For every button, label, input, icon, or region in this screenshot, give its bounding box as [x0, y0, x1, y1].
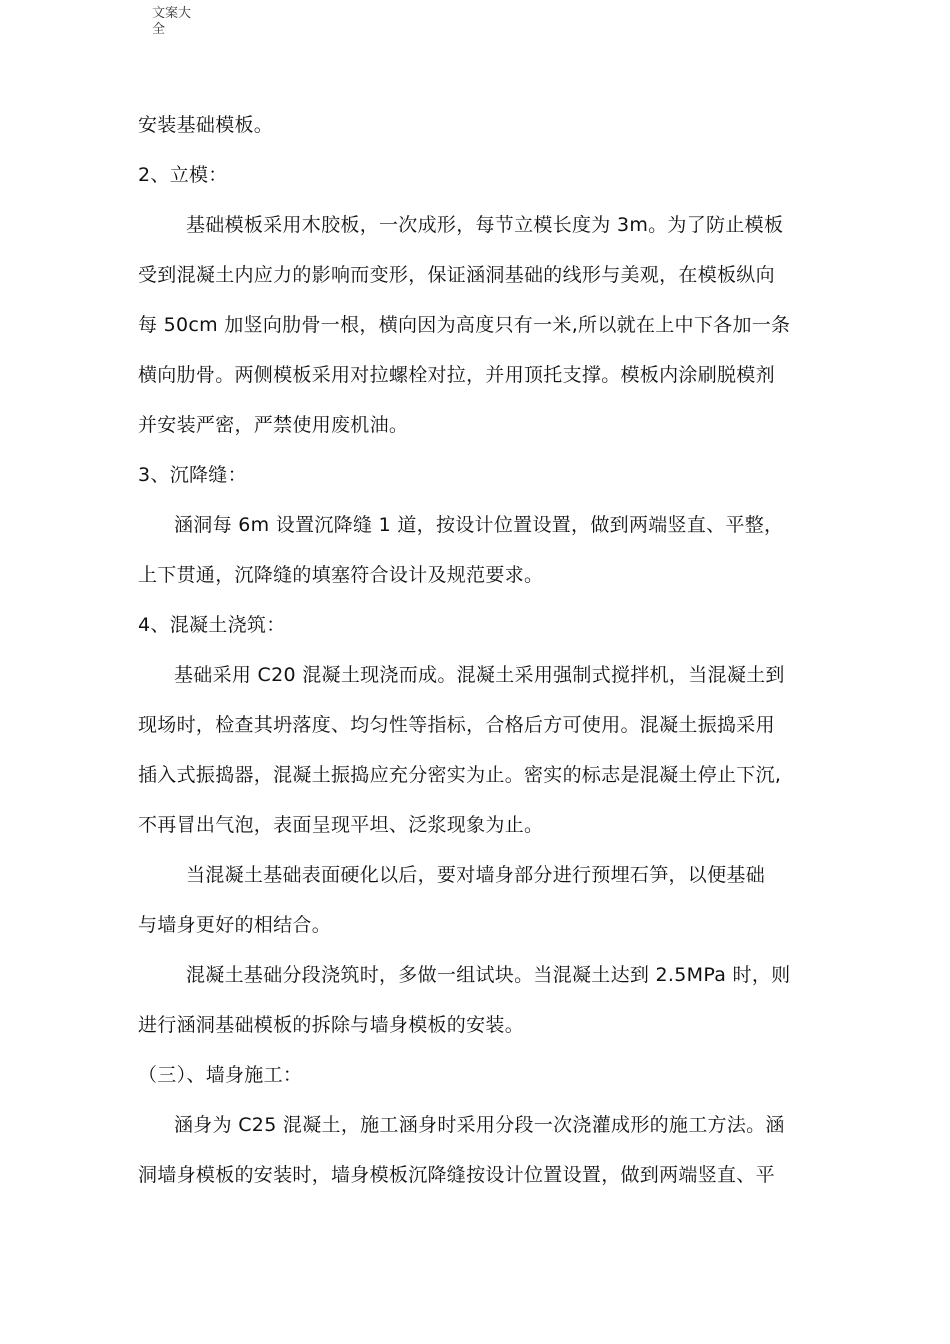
section-heading-wall-construction: （三）、墙身施工： [138, 1064, 303, 1086]
paragraph-line: 洞墙身模板的安装时，墙身模板沉降缝按设计位置设置，做到两端竖直、平 [138, 1164, 775, 1186]
paragraph-line: 当混凝土基础表面硬化以后，要对墙身部分进行预埋石笋，以便基础 [186, 864, 766, 886]
paragraph-line: 受到混凝土内应力的影响而变形，保证涵洞基础的线形与美观，在模板纵向 [138, 264, 775, 286]
page-header-label [152, 6, 212, 38]
paragraph-line: 与墙身更好的相结合。 [138, 914, 332, 936]
section-heading-settlement-joint: 3、沉降缝： [138, 464, 247, 486]
paragraph-line: 每 50cm 加竖向肋骨一根，横向因为高度只有一米,所以就在上中下各加一条 [138, 314, 791, 336]
body-text-line: 安装基础模板。 [138, 114, 274, 136]
header-label-line2: 全 [152, 22, 166, 37]
paragraph-line: 上下贯通，沉降缝的填塞符合设计及规范要求。 [138, 564, 544, 586]
paragraph-line: 基础模板采用木胶板，一次成形，每节立模长度为 3m。为了防止模板 [186, 214, 784, 236]
paragraph-line: 现场时，检查其坍落度、均匀性等指标，合格后方可使用。混凝土振捣采用 [138, 714, 775, 736]
section-heading-concrete-pouring: 4、混凝土浇筑： [138, 614, 286, 636]
paragraph-line: 并安装严密，严禁使用废机油。 [138, 414, 409, 436]
header-label-line1: 文案大 [152, 6, 192, 21]
paragraph-line: 进行涵洞基础模板的拆除与墙身模板的安装。 [138, 1014, 525, 1036]
paragraph-line: 横向肋骨。两侧模板采用对拉螺栓对拉，并用顶托支撑。模板内涂刷脱模剂 [138, 364, 775, 386]
paragraph-line: 涵身为 C25 混凝土，施工涵身时采用分段一次浇灌成形的施工方法。涵 [174, 1114, 785, 1136]
paragraph-line: 混凝土基础分段浇筑时，多做一组试块。当混凝土达到 2.5MPa 时，则 [186, 964, 791, 986]
paragraph-line: 插入式振捣器，混凝土振捣应充分密实为止。密实的标志是混凝土停止下沉, [138, 764, 782, 786]
paragraph-line: 涵洞每 6m 设置沉降缝 1 道，按设计位置设置，做到两端竖直、平整， [174, 514, 784, 536]
paragraph-line: 不再冒出气泡，表面呈现平坦、泛浆现象为止。 [138, 814, 544, 836]
section-heading-formwork: 2、立模： [138, 164, 228, 186]
paragraph-line: 基础采用 C20 混凝土现浇而成。混凝土采用强制式搅拌机，当混凝土到 [174, 664, 785, 686]
